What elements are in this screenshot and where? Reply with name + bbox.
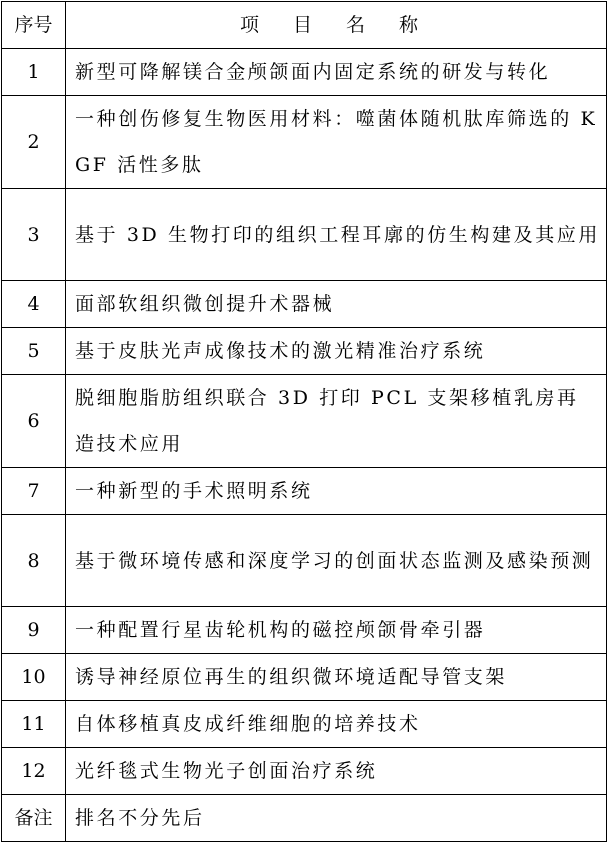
row-project-name: 基于 3D 生物打印的组织工程耳廓的仿生构建及其应用	[66, 189, 607, 281]
row-project-name: 自体移植真皮成纤维细胞的培养技术	[66, 701, 607, 748]
table-row	[2, 748, 607, 795]
row-number: 4	[2, 281, 66, 328]
table-header-row	[2, 2, 607, 49]
row-number: 10	[2, 654, 66, 701]
note-label: 备注	[2, 795, 66, 842]
table-row	[2, 375, 607, 468]
row-number: 12	[2, 748, 66, 795]
project-list-table	[1, 1, 607, 842]
row-project-name: 光纤毯式生物光子创面治疗系统	[66, 748, 607, 795]
table-row	[2, 515, 607, 607]
row-project-name: 一种创伤修复生物医用材料：噬菌体随机肽库筛选的 KGF 活性多肽	[66, 96, 607, 189]
row-project-name: 新型可降解镁合金颅颌面内固定系统的研发与转化	[66, 49, 607, 96]
table-row	[2, 281, 607, 328]
table-row	[2, 468, 607, 515]
header-number-cell: 序号	[2, 2, 66, 49]
row-project-name: 一种配置行星齿轮机构的磁控颅颌骨牵引器	[66, 607, 607, 654]
row-project-name: 基于微环境传感和深度学习的创面状态监测及感染预测	[66, 515, 607, 607]
row-project-name: 一种新型的手术照明系统	[66, 468, 607, 515]
note-row	[2, 795, 607, 842]
row-project-name: 面部软组织微创提升术器械	[66, 281, 607, 328]
table-row	[2, 701, 607, 748]
row-number: 8	[2, 515, 66, 607]
row-project-name: 诱导神经原位再生的组织微环境适配导管支架	[66, 654, 607, 701]
table-row	[2, 96, 607, 189]
row-number: 1	[2, 49, 66, 96]
table-row	[2, 607, 607, 654]
row-number: 6	[2, 375, 66, 468]
row-number: 7	[2, 468, 66, 515]
row-number: 3	[2, 189, 66, 281]
row-number: 5	[2, 328, 66, 375]
row-project-name: 脱细胞脂肪组织联合 3D 打印 PCL 支架移植乳房再造技术应用	[66, 375, 607, 468]
header-name-cell: 项 目 名 称	[66, 2, 607, 49]
note-text: 排名不分先后	[66, 795, 607, 842]
row-number: 11	[2, 701, 66, 748]
row-number: 2	[2, 96, 66, 189]
table-row	[2, 49, 607, 96]
row-number: 9	[2, 607, 66, 654]
table-row	[2, 328, 607, 375]
table-row	[2, 189, 607, 281]
table-row	[2, 654, 607, 701]
row-project-name: 基于皮肤光声成像技术的激光精准治疗系统	[66, 328, 607, 375]
